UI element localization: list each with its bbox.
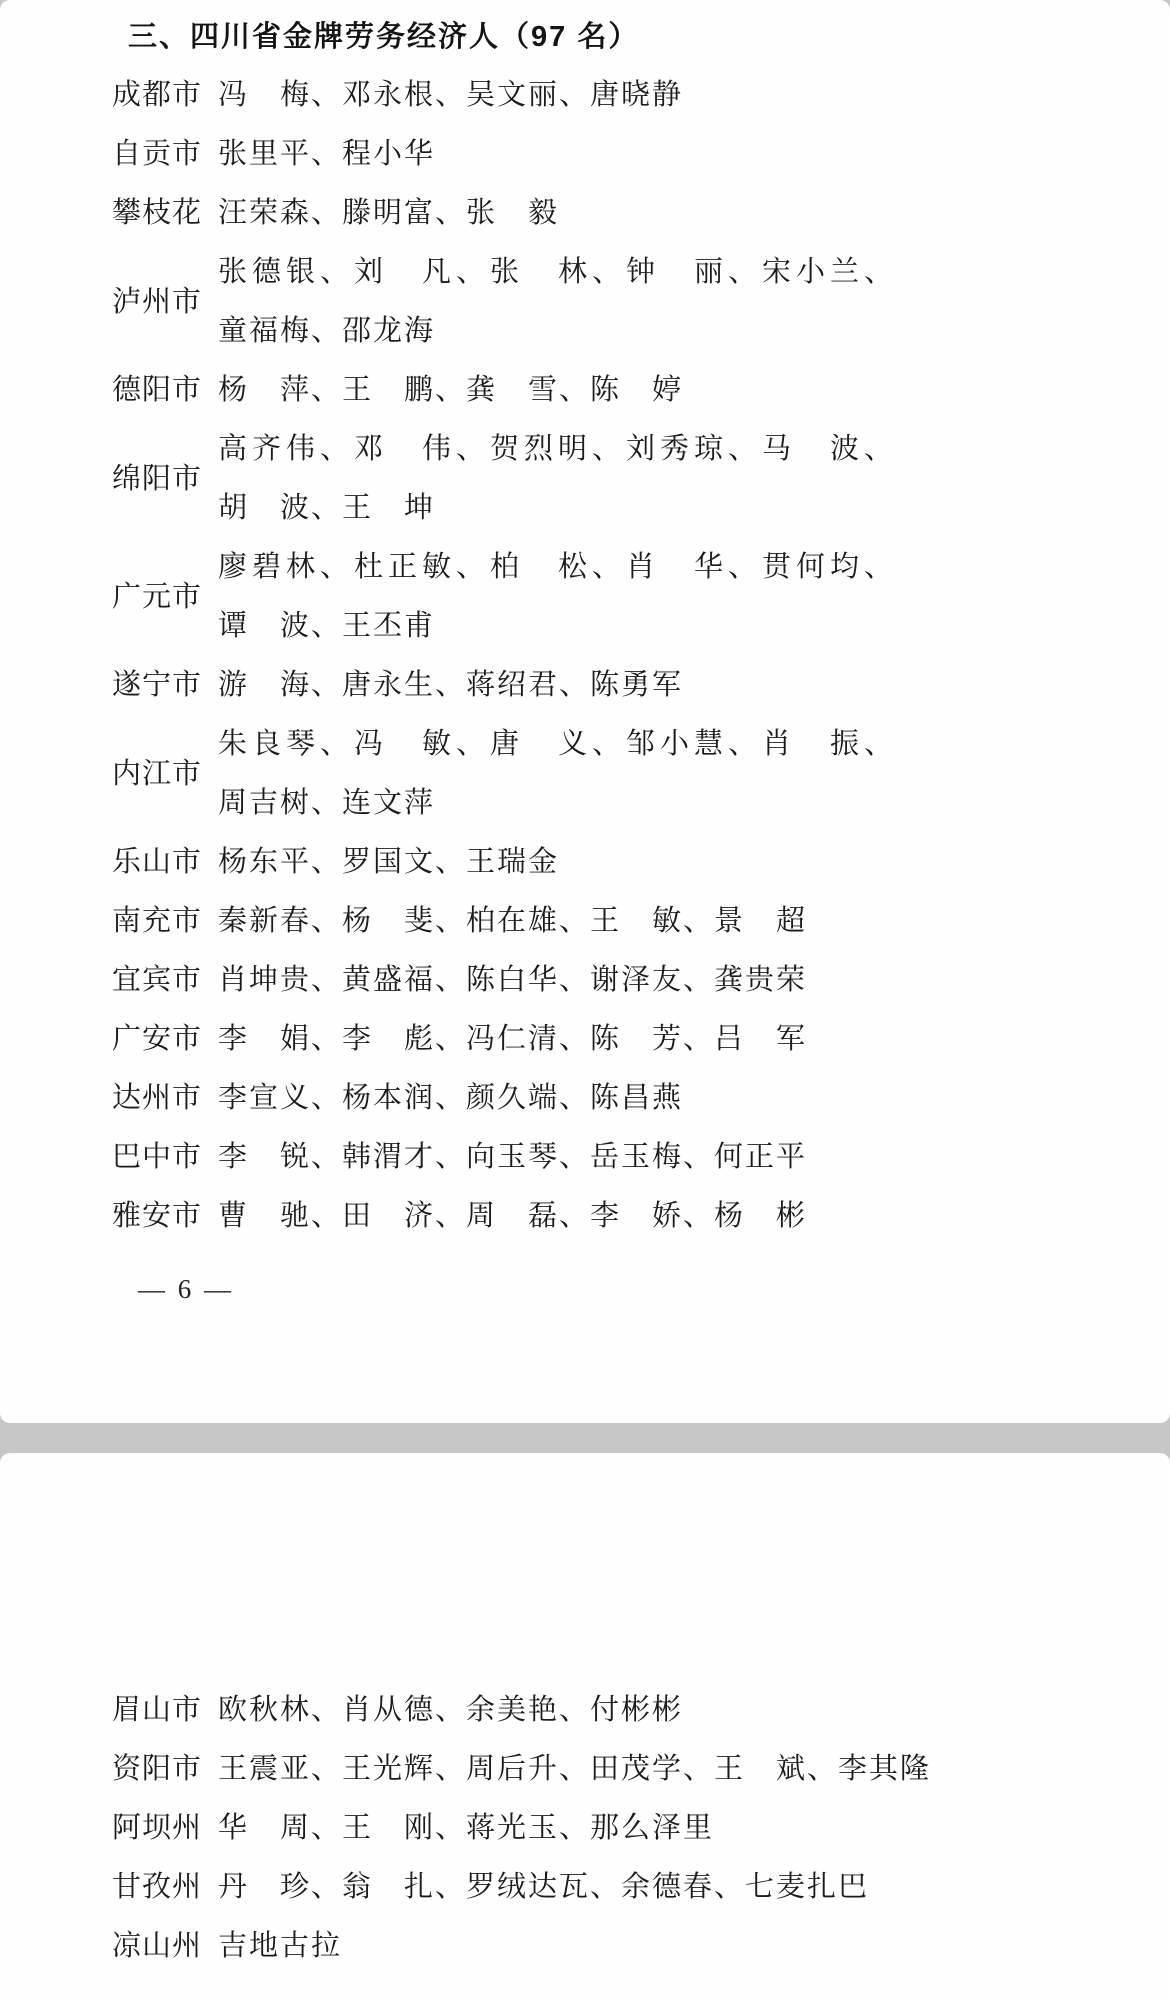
city-label: 内江市 (112, 757, 203, 790)
names-line: 王震亚、王光辉、周后升、田茂学、王 斌、李其隆 (218, 1753, 932, 1785)
names-list (218, 243, 1170, 361)
roster-row-meishan (0, 1681, 1170, 1740)
city-label: 德阳市 (112, 374, 203, 406)
city-label: 巴中市 (112, 1141, 203, 1173)
names-line: 李宣义、杨本润、颜久端、陈昌燕 (218, 1082, 684, 1114)
names-list (218, 1681, 1170, 1740)
names-list (218, 892, 1170, 951)
names-line: 杨 萍、王 鹏、龚 雪、陈 婷 (218, 374, 684, 406)
city-label: 宜宾市 (112, 964, 203, 996)
names-line: 肖坤贵、黄盛福、陈白华、谢泽友、龚贵荣 (218, 964, 808, 996)
city-label: 泸州市 (112, 285, 203, 318)
roster-row-ziyang (0, 1740, 1170, 1799)
names-list (218, 1799, 1170, 1858)
city-label: 遂宁市 (112, 669, 203, 701)
names-line: 丹 珍、翁 扎、罗绒达瓦、余德春、七麦扎巴 (218, 1871, 870, 1903)
city-label: 南充市 (112, 905, 203, 937)
names-line: 谭 波、王丕甫 (218, 610, 436, 642)
city-label: 广安市 (112, 1023, 203, 1055)
city-label: 攀枝花 (112, 197, 203, 229)
names-line: 秦新春、杨 斐、柏在雄、王 敏、景 超 (218, 905, 808, 937)
names-line: 吉地古拉 (218, 1930, 343, 1962)
city-label: 雅安市 (112, 1200, 203, 1232)
city-label: 达州市 (112, 1082, 203, 1114)
names-line: 游 海、唐永生、蒋绍君、陈勇军 (218, 669, 684, 701)
names-line: 张里平、程小华 (218, 138, 436, 170)
names-list (218, 184, 1170, 243)
names-list (218, 1187, 1170, 1246)
roster-row-chengdu (0, 66, 1170, 125)
roster-row-liangshan (0, 1917, 1170, 1976)
names-line: 汪荣森、滕明富、张 毅 (218, 197, 560, 229)
names-list (218, 951, 1170, 1010)
names-list (218, 715, 1170, 833)
names-line: 李 锐、韩渭才、向玉琴、岳玉梅、何正平 (218, 1141, 808, 1173)
names-line: 高齐伟、邓 伟、贺烈明、刘秀琼、马 波、 (218, 433, 899, 465)
names-list (218, 538, 1170, 656)
names-list (218, 1010, 1170, 1069)
roster-row-guangyuan (0, 538, 1170, 656)
roster-row-zigong (0, 125, 1170, 184)
city-label: 成都市 (112, 79, 203, 111)
names-list (218, 1917, 1170, 1976)
document-page-7 (0, 1453, 1170, 2001)
city-label: 凉山州 (112, 1930, 203, 1962)
city-label: 广元市 (112, 580, 203, 613)
page-break (0, 1423, 1170, 1453)
roster-row-ganzi (0, 1858, 1170, 1917)
city-label: 甘孜州 (112, 1871, 203, 1903)
city-label: 眉山市 (112, 1694, 203, 1726)
names-list (218, 833, 1170, 892)
roster-row-bazhong (0, 1128, 1170, 1187)
city-label: 绵阳市 (112, 462, 203, 495)
names-list (218, 1858, 1170, 1917)
roster-row-luzhou (0, 243, 1170, 361)
city-label: 阿坝州 (112, 1812, 203, 1844)
names-list (218, 1069, 1170, 1128)
roster-row-nanchong (0, 892, 1170, 951)
names-list (218, 1128, 1170, 1187)
names-line: 周吉树、连文萍 (218, 787, 436, 819)
names-line: 冯 梅、邓永根、吴文丽、唐晓静 (218, 79, 684, 111)
names-line: 胡 波、王 坤 (218, 492, 436, 524)
roster-row-mianyang (0, 420, 1170, 538)
names-list (218, 1740, 1170, 1799)
names-line: 朱良琴、冯 敏、唐 义、邹小慧、肖 振、 (218, 728, 899, 760)
names-line: 张德银、刘 凡、张 林、钟 丽、宋小兰、 (218, 256, 899, 288)
roster-row-guangan (0, 1010, 1170, 1069)
city-label: 自贡市 (112, 138, 203, 170)
roster-row-leshan (0, 833, 1170, 892)
roster-row-dazhou (0, 1069, 1170, 1128)
city-label: 资阳市 (112, 1753, 203, 1785)
section-title: 三、四川省金牌劳务经济人（97 名） (128, 21, 640, 53)
names-line: 童福梅、邵龙海 (218, 315, 436, 347)
names-line: 杨东平、罗国文、王瑞金 (218, 846, 560, 878)
city-label: 乐山市 (112, 846, 203, 878)
roster-row-yaan (0, 1187, 1170, 1246)
page-number: — 6 — (138, 1274, 234, 1304)
names-line: 华 周、王 刚、蒋光玉、那么泽里 (218, 1812, 715, 1844)
roster-row-panzhihua (0, 184, 1170, 243)
roster-row-neijiang (0, 715, 1170, 833)
names-list (218, 125, 1170, 184)
roster-row-yibin (0, 951, 1170, 1010)
roster-row-suining (0, 656, 1170, 715)
roster-row-aba (0, 1799, 1170, 1858)
names-line: 欧秋林、肖从德、余美艳、付彬彬 (218, 1694, 684, 1726)
names-line: 曹 驰、田 济、周 磊、李 娇、杨 彬 (218, 1200, 808, 1232)
names-line: 李 娟、李 彪、冯仁清、陈 芳、吕 军 (218, 1023, 808, 1055)
names-list (218, 656, 1170, 715)
names-line: 廖碧林、杜正敏、柏 松、肖 华、贯何均、 (218, 551, 899, 583)
names-list (218, 420, 1170, 538)
names-list (218, 66, 1170, 125)
roster-row-deyang (0, 361, 1170, 420)
names-list (218, 361, 1170, 420)
